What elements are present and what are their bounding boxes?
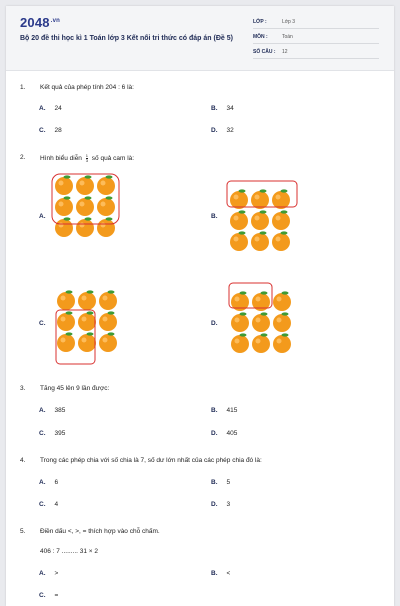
option-label: A.: [39, 479, 46, 486]
orange-icon: [57, 311, 75, 331]
orange-icon: [251, 210, 269, 230]
question-text: Tăng 45 lên 9 lần được:: [40, 385, 110, 392]
orange-icon: [230, 189, 248, 209]
q1-option-d[interactable]: [211, 127, 234, 134]
question-text: Kết quả của phép tính 204 : 6 là:: [40, 84, 134, 91]
orange-icon: [97, 175, 115, 195]
q2-option-d-image[interactable]: [230, 280, 304, 368]
orange-icon: [251, 231, 269, 251]
q5-expression: 406 : 7 ......... 31 × 2: [40, 548, 98, 555]
logo-suffix: .vn: [50, 17, 61, 24]
option-label: C.: [39, 501, 46, 508]
option-label: D.: [211, 501, 218, 508]
question-text: Trong các phép chia với số chia là 7, số dư lớn nhất của các phép chia đó là:: [40, 457, 262, 464]
orange-icon: [76, 196, 94, 216]
orange-icon: [97, 196, 115, 216]
question-number: 5.: [20, 528, 26, 535]
option-label: A.: [39, 570, 46, 577]
orange-icon: [252, 333, 270, 353]
meta-label: MÔN :: [253, 34, 268, 40]
option-value: 28: [54, 127, 62, 134]
orange-icon: [97, 217, 115, 237]
meta-value: Toán: [282, 34, 293, 40]
meta-subject: [253, 31, 379, 44]
document-title: Bộ 20 đề thi học kì 1 Toán lớp 3 Kết nối tri thức có đáp án (Đề 5): [20, 35, 233, 42]
q1-option-c[interactable]: [39, 127, 62, 134]
meta-grade: [253, 16, 379, 29]
option-value: 3: [226, 501, 231, 508]
q3-option-a[interactable]: [39, 407, 65, 414]
option-label: B.: [211, 105, 218, 112]
option-value: 4: [54, 501, 59, 508]
q5-option-a[interactable]: [39, 570, 58, 577]
option-value: =: [54, 592, 59, 599]
q4-option-c[interactable]: [39, 501, 58, 508]
option-value: 385: [54, 407, 66, 414]
q2-option-c-label[interactable]: C.: [39, 320, 46, 327]
option-label: D.: [211, 127, 218, 134]
orange-icon: [99, 290, 117, 310]
q2-option-a-image[interactable]: [54, 176, 128, 264]
option-value: 405: [226, 430, 238, 437]
header: [6, 6, 394, 71]
orange-icon: [99, 332, 117, 352]
orange-icon: [55, 196, 73, 216]
orange-icon: [55, 217, 73, 237]
question-text-before: Hình biểu diễn: [40, 155, 82, 163]
orange-icon: [231, 333, 249, 353]
orange-grid: [55, 175, 115, 237]
site-logo[interactable]: [20, 15, 60, 30]
option-label: B.: [211, 570, 218, 577]
orange-icon: [273, 291, 291, 311]
orange-icon: [99, 311, 117, 331]
option-value: 6: [54, 479, 59, 486]
orange-icon: [76, 175, 94, 195]
question-text: [40, 154, 134, 163]
q5-option-b[interactable]: [211, 570, 230, 577]
q2-option-c-image[interactable]: [56, 293, 130, 373]
document-page: [6, 6, 394, 606]
orange-icon: [55, 175, 73, 195]
option-label: B.: [211, 479, 218, 486]
orange-icon: [57, 332, 75, 352]
q3-option-c[interactable]: [39, 430, 65, 437]
q3-option-d[interactable]: [211, 430, 237, 437]
orange-icon: [76, 217, 94, 237]
option-value: >: [54, 570, 59, 577]
option-label: C.: [39, 592, 46, 599]
meta-label: LỚP :: [253, 19, 267, 25]
option-value: <: [226, 570, 231, 577]
orange-grid: [230, 189, 290, 251]
orange-icon: [57, 290, 75, 310]
option-label: A.: [39, 105, 46, 112]
meta-value: 12: [282, 49, 288, 55]
q2-option-b-label[interactable]: B.: [211, 213, 218, 220]
option-value: 5: [226, 479, 231, 486]
orange-icon: [272, 189, 290, 209]
orange-icon: [78, 290, 96, 310]
question-number: 4.: [20, 457, 26, 464]
meta-question-count: [253, 46, 379, 59]
orange-icon: [272, 210, 290, 230]
q2-option-a-label[interactable]: A.: [39, 213, 46, 220]
q5-option-c[interactable]: [39, 592, 58, 599]
orange-icon: [230, 231, 248, 251]
option-value: 395: [54, 430, 66, 437]
question-text-after: số quả cam là:: [91, 155, 135, 163]
q1-option-a[interactable]: [39, 105, 62, 112]
orange-icon: [231, 312, 249, 332]
orange-grid: [231, 291, 291, 353]
orange-icon: [273, 333, 291, 353]
orange-icon: [251, 189, 269, 209]
option-label: D.: [211, 430, 218, 437]
option-value: 415: [226, 407, 238, 414]
option-value: 32: [226, 127, 234, 134]
orange-icon: [252, 312, 270, 332]
fraction-numerator: 1: [85, 153, 88, 158]
fraction: [86, 154, 88, 163]
question-number: 3.: [20, 385, 26, 392]
question-number: 1.: [20, 84, 26, 91]
option-label: C.: [39, 430, 46, 437]
orange-icon: [273, 312, 291, 332]
orange-icon: [272, 231, 290, 251]
q4-option-b[interactable]: [211, 479, 230, 486]
option-label: C.: [39, 127, 46, 134]
q4-option-d[interactable]: [211, 501, 230, 508]
orange-grid: [57, 290, 117, 352]
q2-option-d-label[interactable]: D.: [211, 320, 218, 327]
option-label: B.: [211, 407, 218, 414]
meta-label: SỐ CÂU :: [253, 49, 276, 55]
meta-value: Lớp 3: [282, 19, 296, 25]
option-label: A.: [39, 407, 46, 414]
q4-option-a[interactable]: [39, 479, 58, 486]
question-text: Điền dấu <, >, = thích hợp vào chỗ chấm.: [40, 528, 160, 535]
option-value: 24: [54, 105, 62, 112]
orange-icon: [78, 332, 96, 352]
logo-text: 2048: [20, 15, 50, 30]
question-number: 2.: [20, 154, 26, 161]
q1-option-b[interactable]: [211, 105, 234, 112]
q3-option-b[interactable]: [211, 407, 237, 414]
orange-icon: [78, 311, 96, 331]
fraction-denominator: 3: [85, 158, 88, 163]
option-value: 34: [226, 105, 234, 112]
orange-icon: [230, 210, 248, 230]
q2-option-b-image[interactable]: [228, 178, 302, 266]
